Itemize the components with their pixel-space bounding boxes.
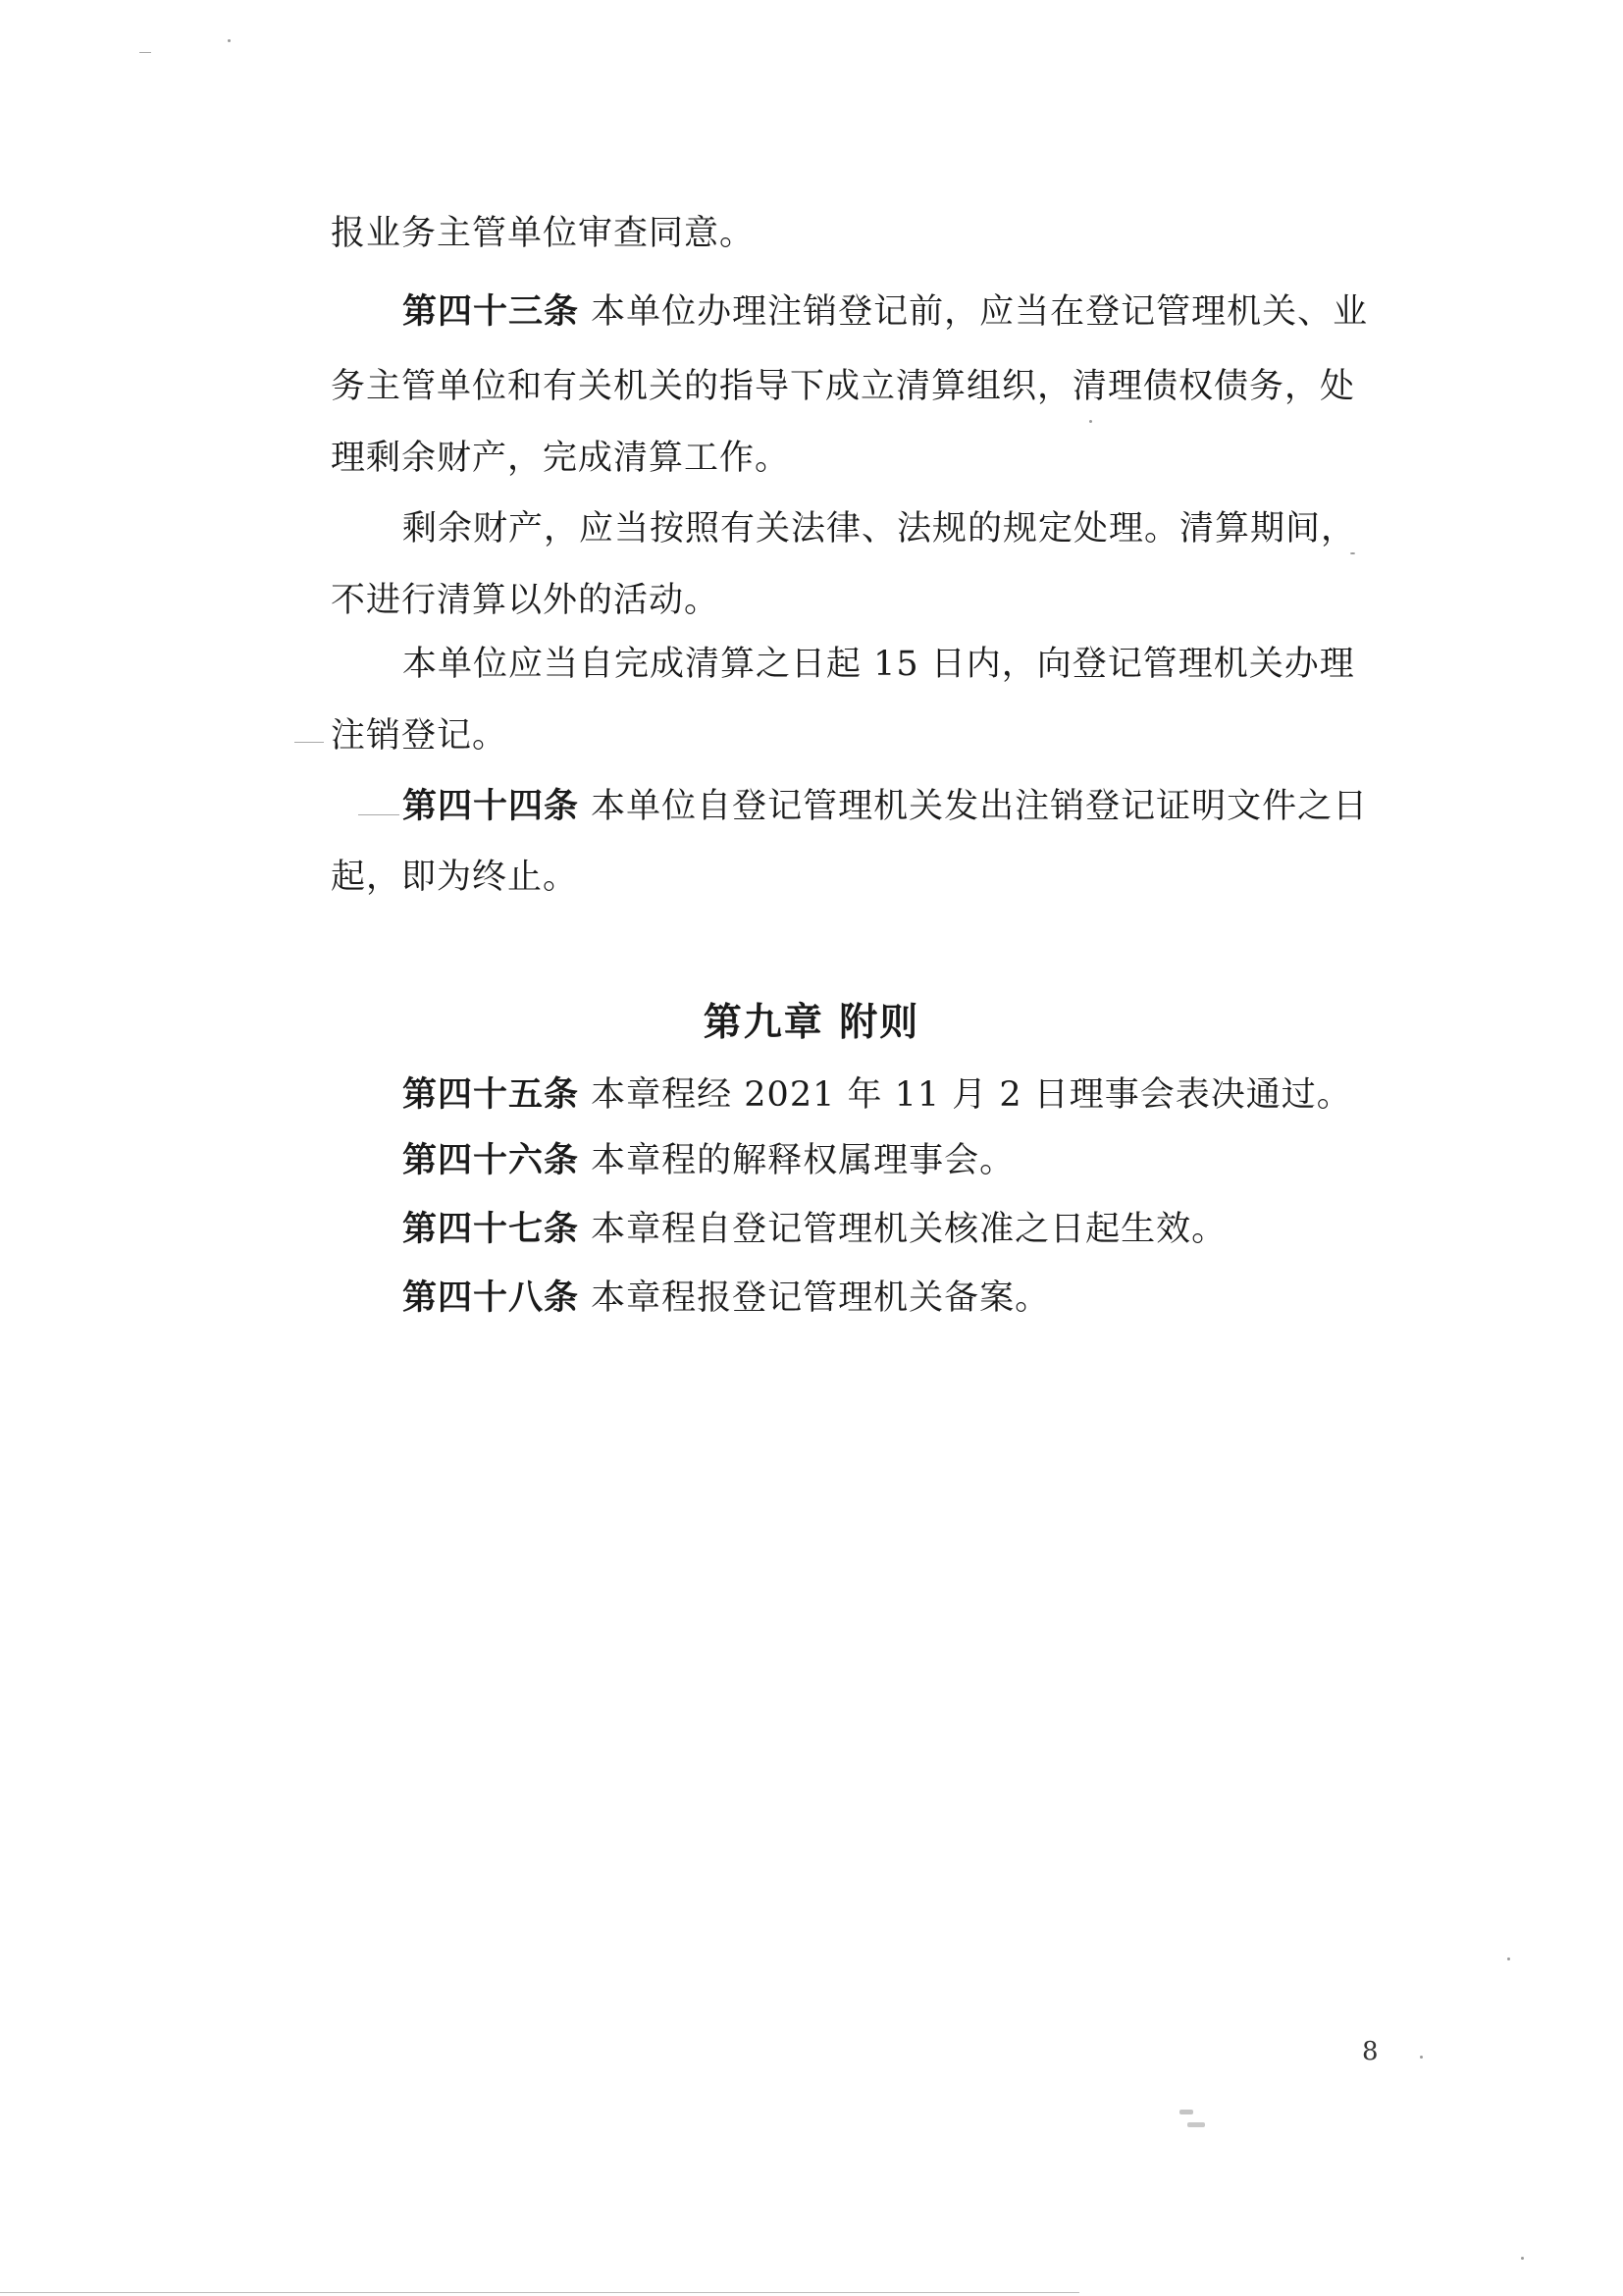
article-43-line-2 [331, 367, 1355, 406]
line-text: 本单位办理注销登记前，应当在登记管理机关、业 [591, 292, 1369, 332]
article-number: 第四十七条 [402, 1209, 580, 1249]
scan-artifact [1179, 2110, 1193, 2114]
scan-artifact [1187, 2122, 1205, 2127]
article-number: 第四十四条 [402, 786, 580, 826]
article-44-line-2 [331, 858, 578, 897]
line-text: 剩余财产，应当按照有关法律、法规的规定处理。清算期间， [402, 509, 1357, 548]
scan-artifact [1507, 1957, 1510, 1960]
article-number: 第四十八条 [402, 1278, 580, 1318]
scan-artifact [1521, 2257, 1524, 2260]
scan-artifact [1089, 420, 1092, 423]
line-text: 本单位自登记管理机关发出注销登记证明文件之日 [591, 787, 1369, 826]
chapter-heading: 第九章 附则 [703, 1000, 920, 1045]
body-line [402, 645, 1355, 684]
scan-artifact [1350, 552, 1355, 554]
article-46 [402, 1141, 1015, 1180]
line-text: 理剩余财产，完成清算工作。 [331, 439, 791, 478]
line-text: 务主管单位和有关机关的指导下成立清算组织，清理债权债务，处 [331, 367, 1356, 406]
article-43-line-1 [402, 292, 1368, 332]
page-number: 8 [1362, 2037, 1379, 2066]
line-text: 报业务主管单位审查同意。 [331, 214, 756, 253]
line-text: 起，即为终止。 [331, 858, 579, 897]
scan-artifact [0, 2292, 1079, 2293]
scan-artifact [358, 814, 399, 815]
scan-artifact [228, 39, 231, 42]
body-line [402, 509, 1356, 548]
line-text: 注销登记。 [331, 716, 508, 756]
scan-artifact [139, 52, 151, 53]
line-text: 本章程报登记管理机关备案。 [591, 1278, 1051, 1318]
body-line [331, 716, 507, 756]
article-number: 第四十六条 [402, 1140, 580, 1180]
article-45 [402, 1075, 1352, 1115]
line-text: 不进行清算以外的活动。 [331, 581, 720, 620]
body-line [331, 214, 755, 253]
scan-artifact [1420, 2056, 1423, 2059]
article-47 [402, 1210, 1227, 1249]
line-text: 本章程自登记管理机关核准之日起生效。 [591, 1210, 1228, 1249]
article-43-line-3 [331, 439, 790, 478]
line-text: 本章程的解释权属理事会。 [591, 1141, 1016, 1180]
article-number: 第四十三条 [402, 291, 580, 332]
line-text: 本单位应当自完成清算之日起 15 日内，向登记管理机关办理 [402, 645, 1355, 684]
article-48 [402, 1278, 1050, 1318]
article-number: 第四十五条 [402, 1074, 580, 1115]
scan-artifact [294, 742, 324, 743]
line-text: 本章程经 2021 年 11 月 2 日理事会表决通过。 [591, 1075, 1352, 1115]
body-line [331, 581, 719, 620]
article-44-line-1 [402, 787, 1368, 826]
